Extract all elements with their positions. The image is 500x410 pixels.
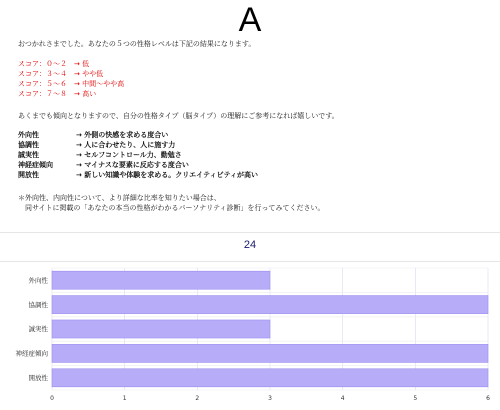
category-label: 協調性 <box>28 300 48 309</box>
bar <box>52 320 270 338</box>
bar <box>52 344 488 362</box>
total-score: 24 <box>243 239 257 251</box>
trait-name: 協調性 <box>18 141 39 149</box>
trait-name: 外向性 <box>18 131 39 139</box>
bar <box>52 369 488 387</box>
score-legend-1: スコア：３～４ → やや低 <box>18 70 104 78</box>
x-tick-label: 6 <box>486 395 490 402</box>
footnote-line-1: 同サイトに掲載の「あなたの本当の性格がわかるパーソナリティ診断」を行ってみてください。 <box>18 204 325 212</box>
score-legend-0: スコア：０～２ → 低 <box>18 60 90 68</box>
x-tick-label: 4 <box>340 395 345 402</box>
category-label: 神経症傾向 <box>15 349 48 358</box>
score-legend-3: スコア：７～８ → 高い <box>18 90 97 98</box>
trait-name: 神経症傾向 <box>18 161 53 169</box>
category-label: 開放性 <box>28 374 48 382</box>
category-label: 誠実性 <box>28 325 48 334</box>
footnote-line-0: ＊外向性、内向性について、より詳細な比率を知りたい場合は、 <box>18 194 221 202</box>
trait-desc: → 外側の快感を求める度合い <box>76 131 169 139</box>
trait-desc: → セルフコントロール力、勤勉さ <box>76 151 182 159</box>
note-text: あくまでも傾向となりますので、自分の性格タイプ（脳タイプ）の理解にご参考になれば嬉しいです。 <box>18 112 339 120</box>
bar <box>52 296 488 314</box>
trait-desc: → マイナスな要素に反応する度合い <box>76 161 189 169</box>
trait-desc: → 新しい知識や体験を求める。クリエイティビティが高い <box>76 171 259 179</box>
category-label: 外向性 <box>28 276 48 285</box>
bar <box>52 271 270 289</box>
x-tick-label: 5 <box>413 395 418 402</box>
page-title: A <box>238 1 262 39</box>
x-tick-label: 1 <box>122 395 127 402</box>
x-tick-label: 3 <box>268 395 272 402</box>
x-tick-label: 0 <box>50 395 54 402</box>
trait-desc: → 人に合わせたり、人に施す力 <box>76 141 176 149</box>
score-legend-2: スコア：５～６ → 中間～やや高 <box>18 80 125 88</box>
trait-name: 誠実性 <box>18 151 39 159</box>
x-tick-label: 2 <box>195 395 200 402</box>
trait-name: 開放性 <box>18 171 39 179</box>
intro-text: おつかれさまでした。あなたの５つの性格レベルは下記の結果になります。 <box>18 40 256 48</box>
